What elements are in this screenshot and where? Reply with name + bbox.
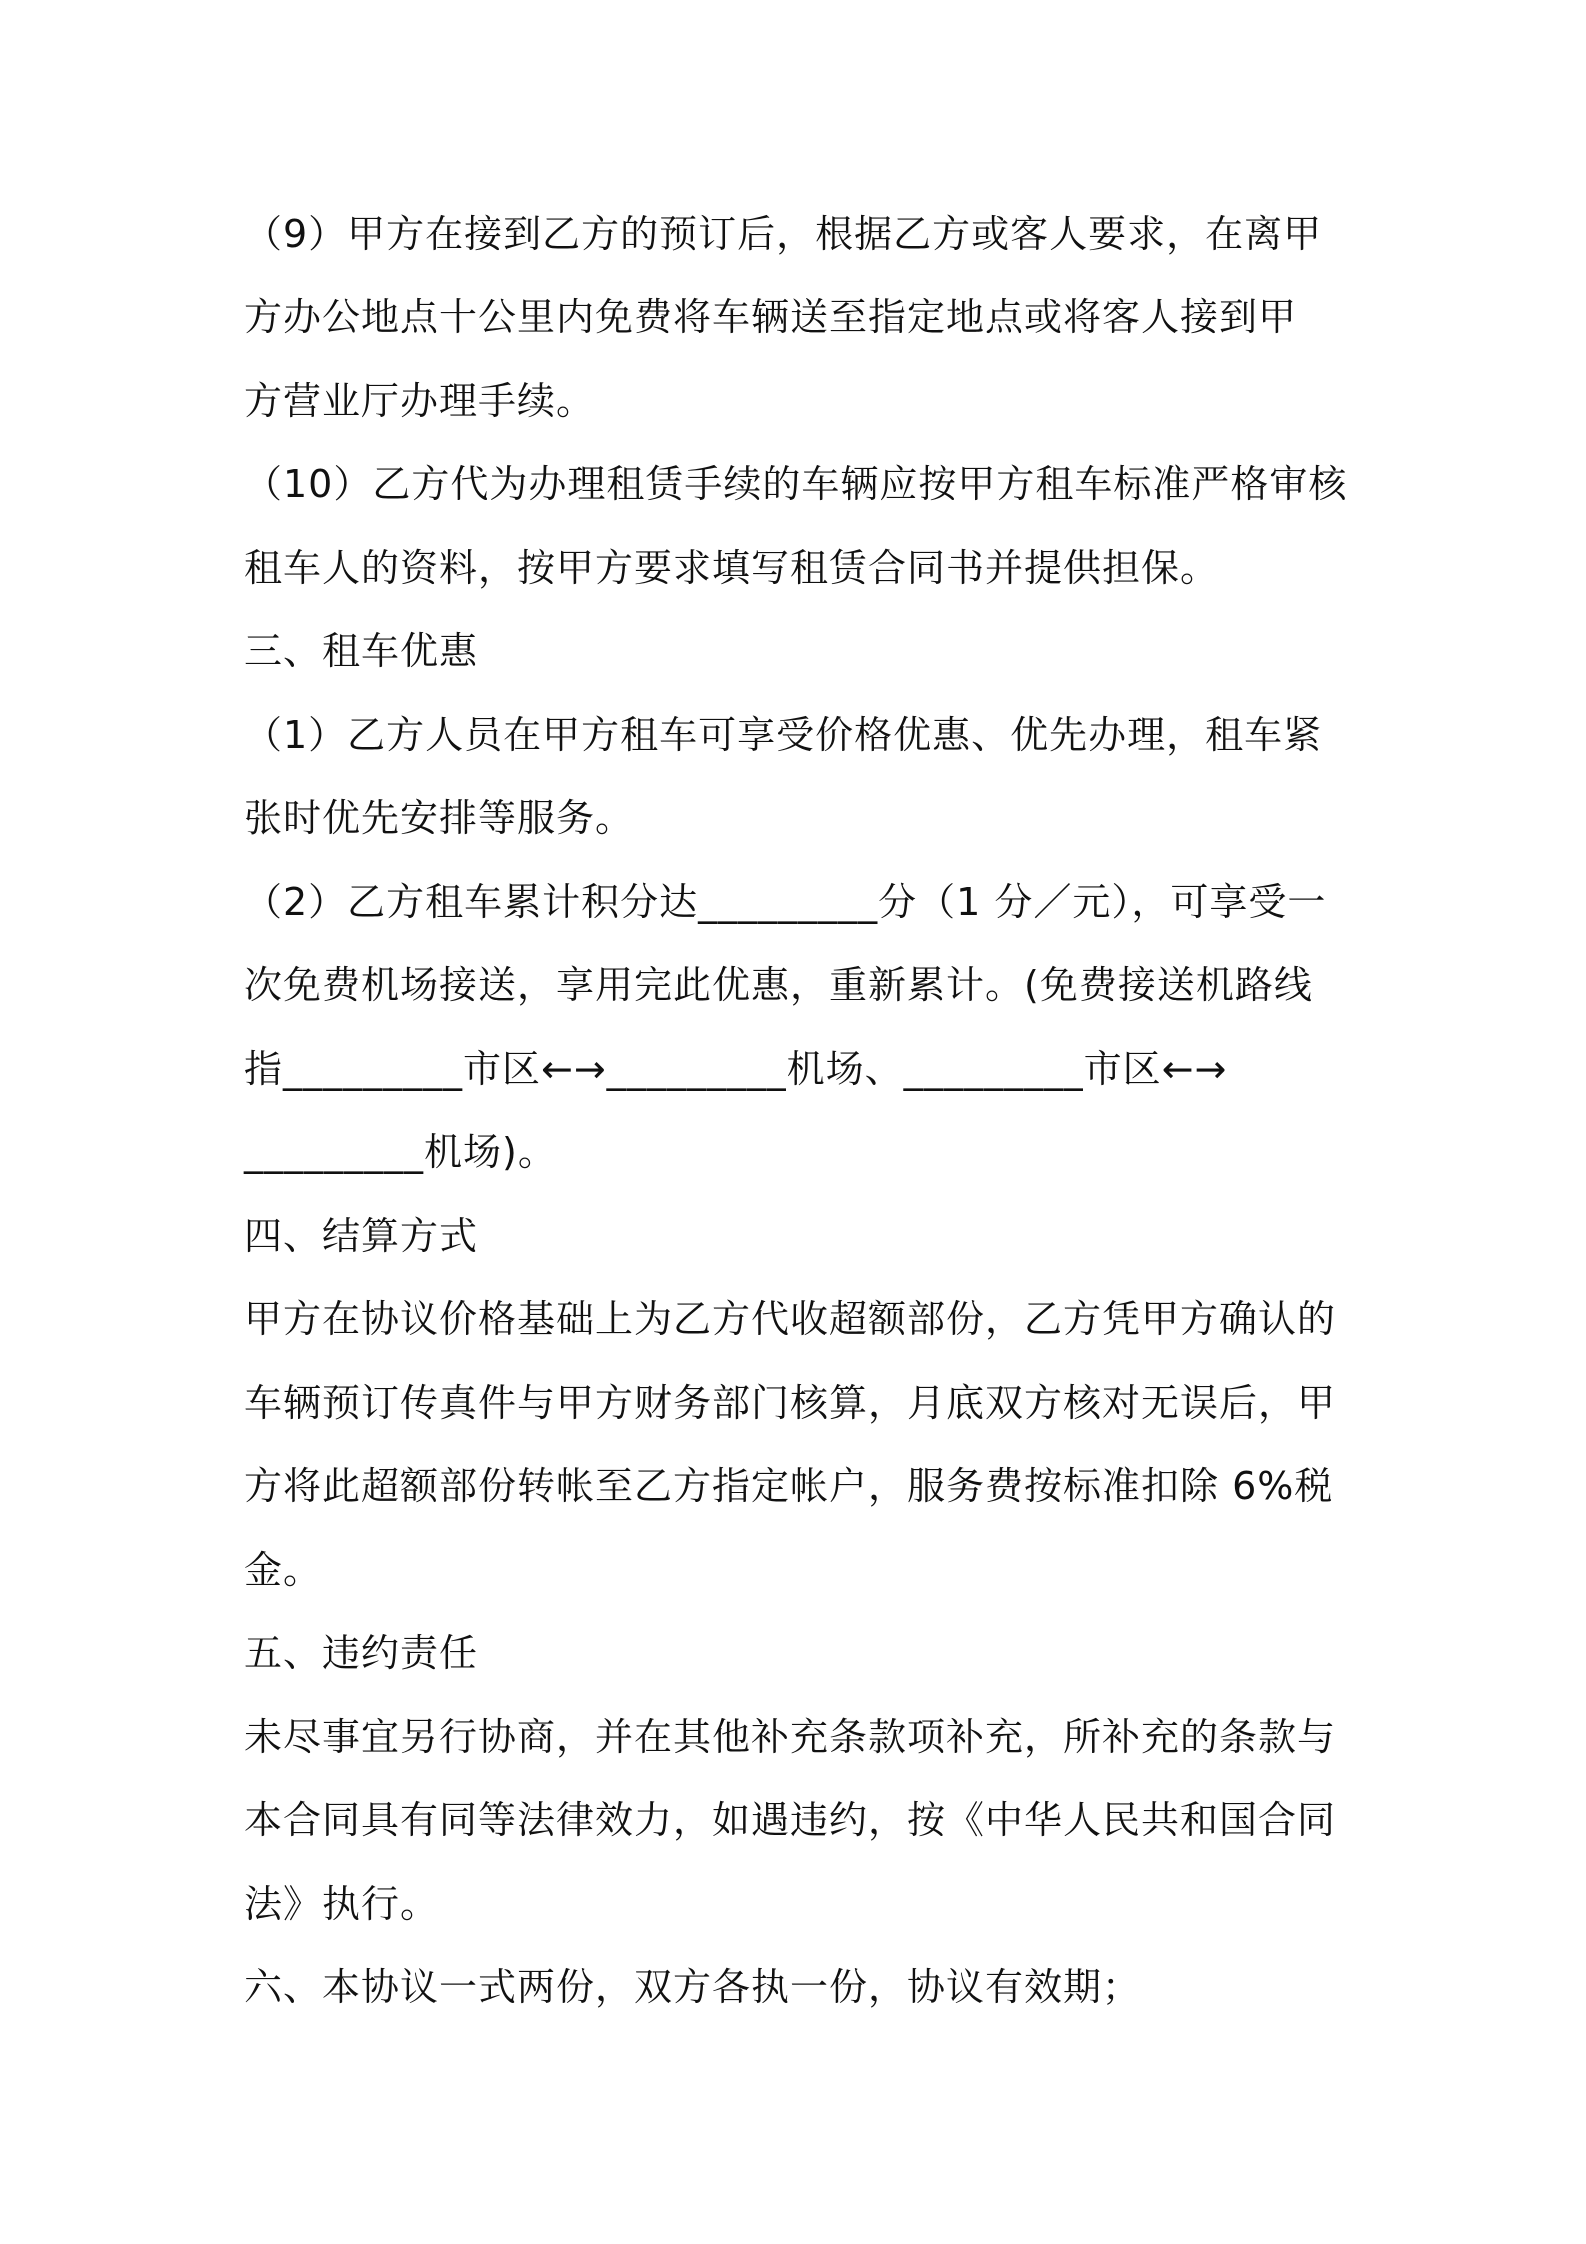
discount-clause-1-line-2: 张时优先安排等服务。 [244, 796, 635, 840]
discount-clause-2-line-4: _________机场)。 [244, 1130, 557, 1174]
settlement-line-3: 方将此超额部份转帐至乙方指定帐户，服务费按标准扣除 6%税 [244, 1464, 1334, 1508]
liability-line-3: 法》执行。 [244, 1881, 440, 1926]
settlement-line-2: 车辆预订传真件与甲方财务部门核算，月底双方核对无误后，甲 [244, 1380, 1337, 1425]
section-heading-settlement: 四、结算方式 [244, 1213, 479, 1258]
document-body [244, 193, 1354, 2030]
clause-9-line-3: 方营业厅办理手续。 [244, 378, 596, 423]
section-heading-copies: 六、本协议一式两份，双方各执一份，协议有效期； [244, 1965, 1142, 2009]
discount-clause-2-line-3: 指_________市区←→_________机场、_________市区←→ [244, 1046, 1228, 1091]
clause-10-line-2: 租车人的资料，按甲方要求填写租赁合同书并提供担保。 [244, 545, 1220, 590]
clause-9-line-1: （9）甲方在接到乙方的预订后，根据乙方或客人要求，在离甲 [244, 212, 1323, 256]
section-heading-rental-discount: 三、租车优惠 [244, 629, 479, 673]
clause-9-line-2: 方办公地点十公里内免费将车辆送至指定地点或将客人接到甲 [244, 295, 1298, 339]
settlement-line-4: 金。 [244, 1547, 323, 1592]
section-heading-liability: 五、违约责任 [244, 1631, 479, 1675]
clause-10-line-1: （10）乙方代为办理租赁手续的车辆应按甲方租车标准严格审核 [244, 462, 1348, 506]
liability-line-2: 本合同具有同等法律效力，如遇违约，按《中华人民共和国合同 [244, 1798, 1337, 1842]
liability-line-1: 未尽事宜另行协商，并在其他补充条款项补充，所补充的条款与 [244, 1714, 1337, 1759]
discount-clause-1-line-1: （1）乙方人员在甲方租车可享受价格优惠、优先办理，租车紧 [244, 712, 1323, 757]
settlement-line-1: 甲方在协议价格基础上为乙方代收超额部份，乙方凭甲方确认的 [244, 1297, 1337, 1341]
discount-clause-2-line-1: （2）乙方租车累计积分达_________分（1 分／元），可享受一 [244, 879, 1327, 924]
discount-clause-2-line-2: 次免费机场接送，享用完此优惠，重新累计。(免费接送机路线 [244, 963, 1313, 1007]
